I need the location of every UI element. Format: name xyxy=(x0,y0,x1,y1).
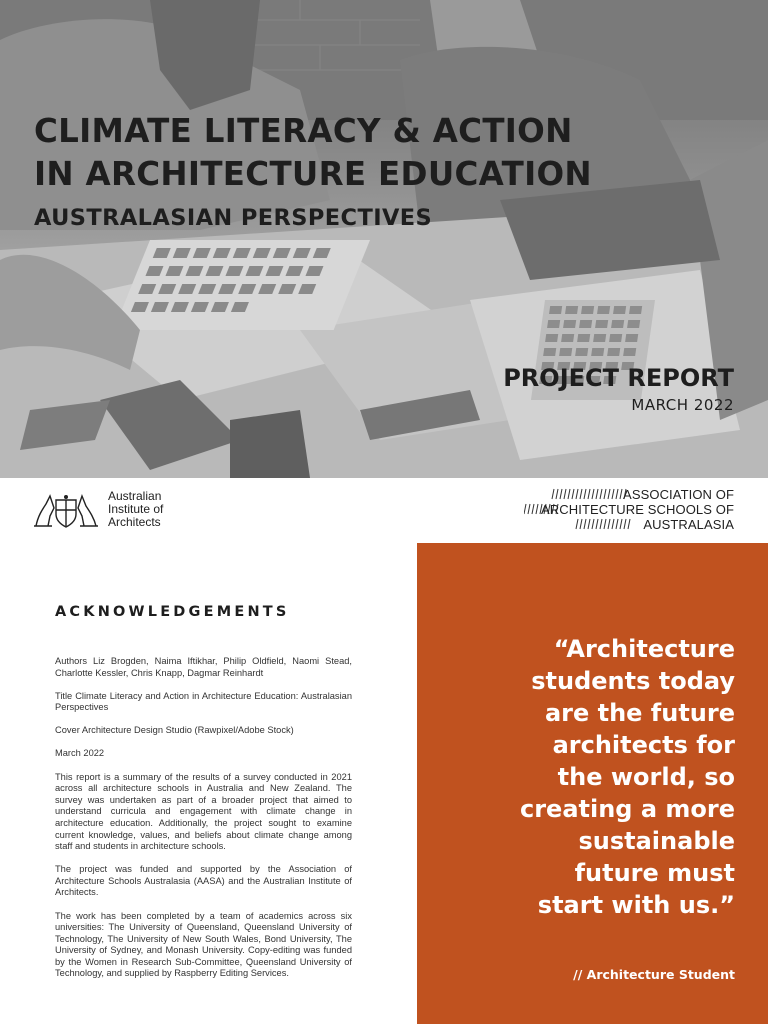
cover-credit-text: Cover Architecture Design Studio (Rawpixel/Adobe Stock) xyxy=(55,725,294,736)
aasa-logo xyxy=(524,487,734,533)
report-title-line-2: IN ARCHITECTURE EDUCATION xyxy=(34,155,592,193)
quote-line: start with us.” xyxy=(537,891,735,919)
project-report-label: PROJECT REPORT xyxy=(503,364,734,392)
aasa-wordmark-line-2: ARCHITECTURE SCHOOLS OF xyxy=(541,502,734,517)
quote-line: creating a more xyxy=(519,795,735,823)
aia-wordmark-line-3: Architects xyxy=(108,515,161,529)
aia-wordmark-line-1: Australian xyxy=(108,489,162,503)
aia-logo xyxy=(32,490,232,530)
acknowledgements-body xyxy=(55,656,352,992)
funding-paragraph: The project was funded and supported by the Association of Architecture Schools Australasia (AASA) and the Australian Institute of Architects. xyxy=(55,864,352,898)
cover-photo xyxy=(0,0,768,478)
report-date: MARCH 2022 xyxy=(631,396,734,414)
aia-wordmark-line-2: Institute of xyxy=(108,502,164,516)
acknowledgements-heading: ACKNOWLEDGEMENTS xyxy=(55,604,290,620)
aasa-wordmark-line-1: ASSOCIATION OF xyxy=(623,487,734,502)
team-paragraph: The work has been completed by a team of academics across six universities: The University of Queensland, Queensland University of Technology, The University of New South Wales, Bond University, The University of Sydney, and Monash University. Copy-editing was funded by the Women in Research Sub-Committee, Queensland University of Technology, and supplied by Raspberry Editing Services. xyxy=(55,910,352,979)
quote-line: future must xyxy=(574,859,735,887)
aia-wordmark xyxy=(108,490,163,529)
quote-line: “Architecture xyxy=(553,635,735,663)
aia-crest-icon xyxy=(32,490,100,530)
authors-text: Authors Liz Brogden, Naima Iftikhar, Philip Oldfield, Naomi Stead, Charlotte Kessler, Chris Knapp, Dagmar Reinhardt xyxy=(55,656,352,678)
aasa-wordmark-line-3: AUSTRALASIA xyxy=(643,517,734,532)
quote-line: sustainable xyxy=(578,827,735,855)
quote-line: the world, so xyxy=(557,763,735,791)
quote-source: // Architecture Student xyxy=(573,967,735,982)
date-text: March 2022 xyxy=(55,748,105,759)
report-title-line-1: CLIMATE LITERACY & ACTION xyxy=(34,112,573,150)
quote-line: architects for xyxy=(552,731,735,759)
quote-line: are the future xyxy=(544,699,735,727)
report-subtitle: AUSTRALASIAN PERSPECTIVES xyxy=(34,205,433,231)
summary-paragraph: This report is a summary of the results of a survey conducted in 2021 across all architecture schools in Australia and New Zealand. The survey was undertaken as part of a broader project that aimed to understand curricula and engagement with climate change in architecture education. Additionally, the project sought to examine current knowledge, values, and beliefs about climate change among staff and students in architecture schools. xyxy=(55,771,352,852)
quote-panel xyxy=(417,543,768,1024)
quote-text xyxy=(520,633,735,921)
report-title xyxy=(34,110,592,196)
quote-line: students today xyxy=(531,667,735,695)
title-text: Title Climate Literacy and Action in Architecture Education: Australasian Perspectives xyxy=(55,690,352,713)
aasa-wordmark xyxy=(541,487,734,532)
